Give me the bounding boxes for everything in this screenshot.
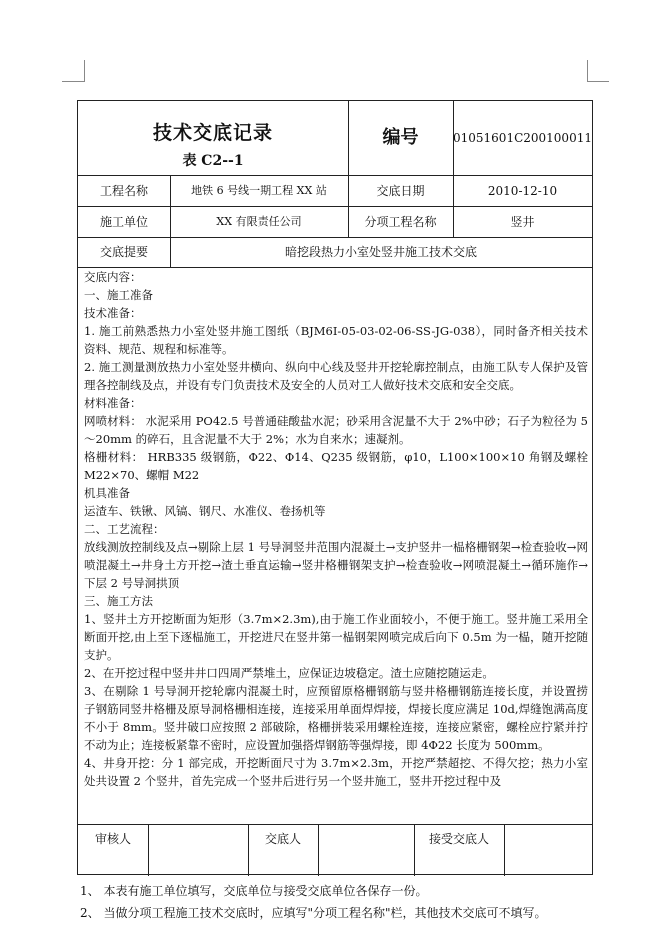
subproject-value: 竖井 — [510, 214, 535, 229]
row-divider — [78, 824, 592, 825]
content-paragraph: 格栅材料： HRB335 级钢筋，Φ22、Φ14、Q235 级钢筋，φ10，L100×100×10 角钢及螺栓 M22×70、螺帽 M22 — [84, 450, 588, 482]
content-paragraph: 2、在开挖过程中竖井井口四周严禁堆土，应保证边坡稳定。渣土应随挖随运走。 — [84, 666, 494, 680]
summary-value: 暗挖段热力小室处竖井施工技术交底 — [284, 245, 477, 259]
content-paragraph: 2. 施工测量测放热力小室处竖井横向、纵向中心线及竖井开挖轮廓控制点，由施工队专人保护及管理各控制线及点，并设有专门负责技术及安全的人员对工人做好技术交底和安全交底。 — [84, 360, 588, 392]
technical-disclosure-form — [77, 100, 593, 875]
crop-mark-top-right-h — [587, 81, 609, 82]
content-paragraph: 4、井身开挖：分 1 部完成，开挖断面尺寸为 3.7m×2.3m，开挖严禁超挖、不得欠挖；热力小室处共设置 2 个竖井，首先完成一个竖井后进行另一个竖井施工，竖井开挖过程中及 — [84, 756, 588, 788]
form-notes — [80, 880, 590, 924]
form-title: 技术交底记录 — [152, 121, 273, 144]
summary-label: 交底提要 — [99, 245, 148, 259]
column-divider — [148, 824, 149, 876]
content-line: 材料准备： — [84, 396, 142, 410]
contractor-value: XX 有限责任公司 — [216, 215, 302, 228]
content-paragraph: 放线测放控制线及点→剔除上层 1 号导洞竖井范围内混凝土→支护竖井一榀格栅钢架→检查验收→网喷混凝土→井身土方开挖→渣土垂直运输→竖井格栅钢架支护→检查验收→网喷混凝土→循环施作→下层 2 号导洞拱顶 — [84, 540, 588, 590]
content-paragraph: 1、竖井土方开挖断面为矩形（3.7m×2.3m),由于施工作业面较小，不便于施工。竖井施工采用全断面开挖,由上至下逐榀施工，开挖进尺在竖井第一榀钢架网喷完成后向下 0.5m 为一榀，随开挖随支护。 — [84, 612, 588, 662]
disclosure-content — [84, 268, 588, 790]
contractor-label: 施工单位 — [99, 214, 148, 229]
content-line: 三、施工方法 — [84, 594, 153, 608]
content-paragraph: 网喷材料： 水泥采用 PO42.5 号普通硅酸盐水泥；砂采用含泥量不大于 2%中砂；石子为粒径为 5～20mm 的碎石，且含泥量不大于 2%；水为自来水；速凝剂。 — [84, 414, 588, 446]
number-label: 编号 — [382, 127, 419, 148]
subproject-label: 分项工程名称 — [364, 214, 437, 229]
column-divider — [318, 824, 319, 876]
note-line: 2、 当做分项工程施工技术交底时，应填写"分项工程名称"栏，其他技术交底可不填写。 — [80, 906, 547, 920]
crop-mark-top-right-v — [587, 60, 588, 82]
content-line: 二、工艺流程： — [84, 522, 165, 536]
project-name-value: 地铁 6 号线一期工程 XX 站 — [191, 184, 327, 197]
crop-mark-top-left-v — [84, 60, 85, 82]
project-name-label: 工程名称 — [99, 183, 148, 198]
content-line: 技术准备： — [84, 306, 142, 320]
note-line: 1、 本表有施工单位填写，交底单位与接受交底单位各保存一份。 — [80, 884, 428, 898]
content-heading: 交底内容： — [84, 270, 142, 284]
presenter-label: 交底人 — [264, 832, 301, 846]
reviewer-label: 审核人 — [94, 832, 131, 846]
date-label: 交底日期 — [376, 183, 425, 198]
content-line: 一、施工准备 — [84, 288, 153, 302]
date-value: 2010-12-10 — [487, 183, 558, 198]
content-paragraph: 1. 施工前熟悉热力小室处竖井施工图纸（BJM6I-05-03-02-06-SS-JG-038），同时备齐相关技术资料、规范、规程和标准等。 — [84, 324, 588, 356]
crop-mark-top-left-h — [62, 81, 84, 82]
content-paragraph: 3、在剔除 1 号导洞开挖轮廓内混凝土时，应预留原格栅钢筋与竖井格栅钢筋连接长度，并设置捞子钢筋同竖井格栅及原导洞格栅相连接，连接采用单面焊焊接，焊接长度应满足 10d,焊缝饱满高度不小于 8mm。竖井破口应按照 2 部破除，格栅拼装采用螺栓连接，连接应紧密，螺栓应拧紧并拧不动为止；连接板紧靠不密时，应设置加强搭焊钢筋等强焊接，即 4Φ22 长度为 500mm。 — [84, 684, 588, 752]
column-divider — [504, 824, 505, 876]
form-number: 表 C2--1 — [182, 153, 244, 169]
receiver-label: 接受交底人 — [428, 832, 489, 846]
number-value: 01051601C200100011 — [453, 131, 592, 145]
content-line: 运渣车、铁锹、风镐、钢尺、水准仪、卷扬机等 — [84, 504, 326, 518]
content-line: 机具准备 — [84, 486, 130, 500]
